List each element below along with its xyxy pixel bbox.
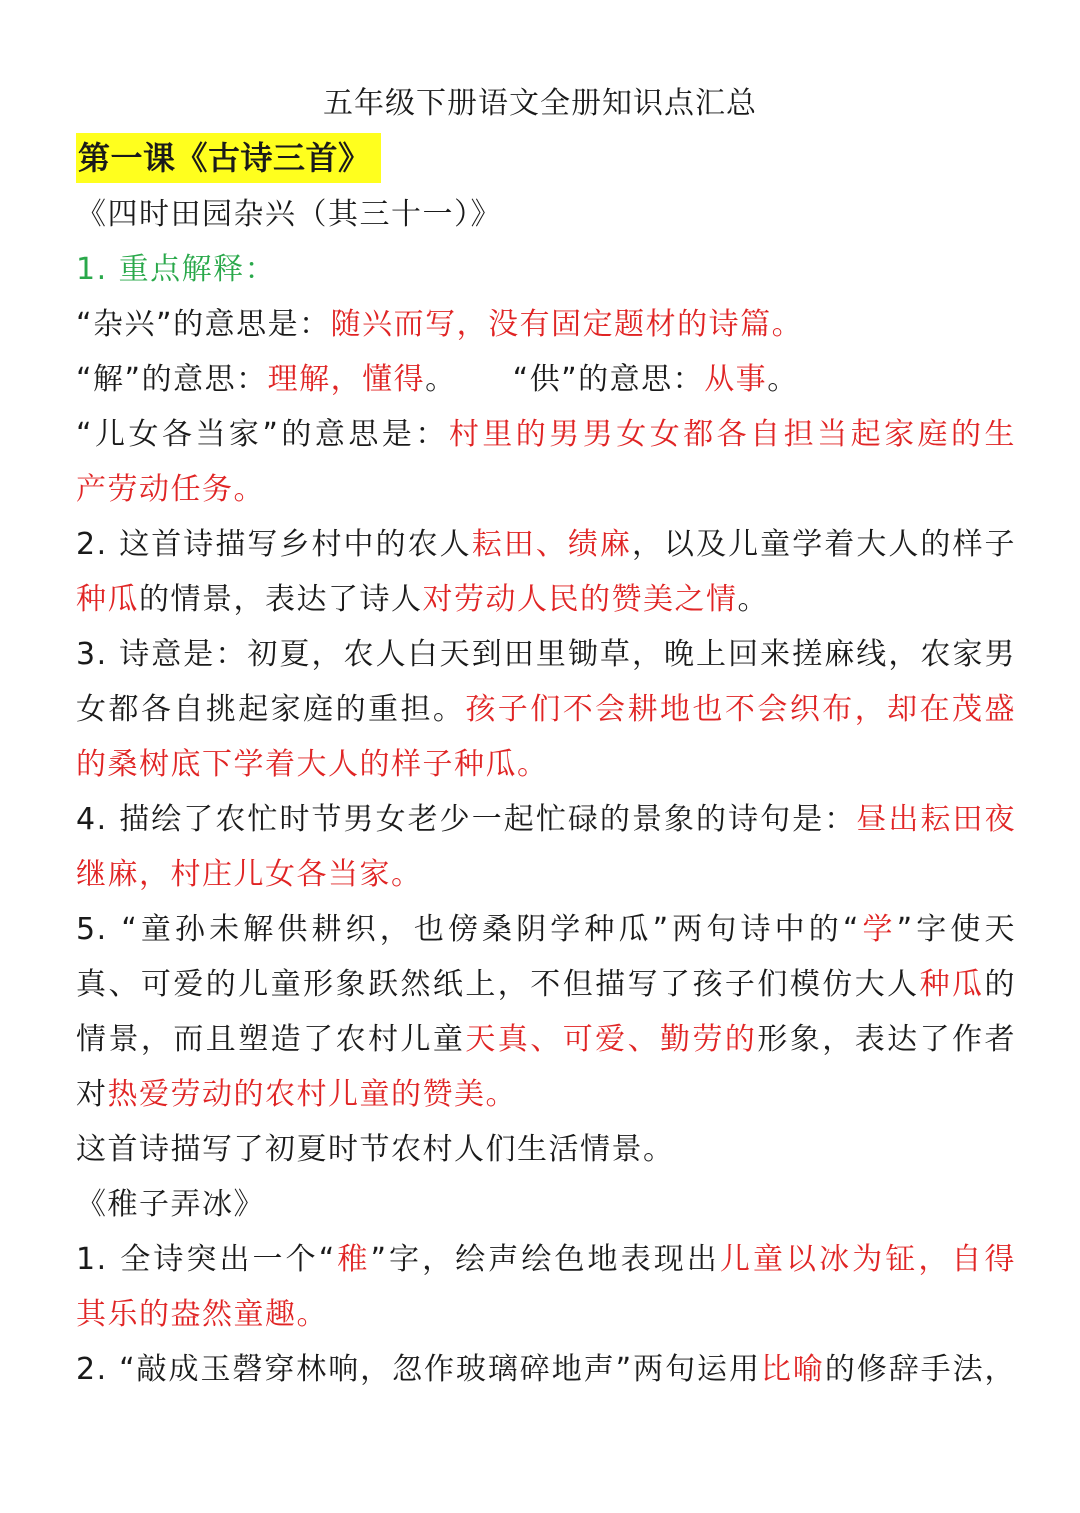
text-line: 对热爱劳动的农村儿童的赞美。 [76,1077,517,1112]
text-line: “儿女各当家”的意思是：村里的男男女女都各自担当起家庭的生 [76,417,1017,452]
text-line: 这首诗描写了初夏时节农村人们生活情景。 [76,1132,675,1167]
text-line: 产劳动任务。 [76,472,265,507]
text-line: 4. 描绘了农忙时节男女老少一起忙碌的景象的诗句是：昼出耘田夜 [76,802,1016,837]
text-line: 3. 诗意是：初夏，农人白天到田里锄草，晚上回来搓麻线，农家男 [76,637,1016,672]
section-heading: 1. 重点解释： [76,252,277,287]
lesson-heading: 第一课《古诗三首》 [76,133,381,183]
text-line: 女都各自挑起家庭的重担。孩子们不会耕地也不会织布，却在茂盛 [76,692,1017,727]
poem-title: 《四时田园杂兴（其三十一）》 [76,197,502,232]
poem-title: 《稚子弄冰》 [76,1187,265,1222]
text-line: 继麻，村庄儿女各当家。 [76,857,423,892]
text-line: 2. 这首诗描写乡村中的农人耘田、绩麻，以及儿童学着大人的样子 [76,527,1017,562]
text-line: 情景，而且塑造了农村儿童天真、可爱、勤劳的形象，表达了作者 [76,1022,1017,1057]
page-title: 五年级下册语文全册知识点汇总 [323,86,757,121]
text-line: 真、可爱的儿童形象跃然纸上，不但描写了孩子们模仿大人种瓜的 [76,967,1017,1002]
text-line: “杂兴”的意思是：随兴而写，没有固定题材的诗篇。 [76,307,804,342]
text-line: 其乐的盎然童趣。 [76,1297,328,1332]
text-line: 5. “童孙未解供耕织，也傍桑阴学种瓜”两句诗中的“学”字使天 [76,912,1017,947]
text-line: 的桑树底下学着大人的样子种瓜。 [76,747,549,782]
text-line: “解”的意思：理解，懂得。 “供”的意思：从事。 [76,362,799,397]
text-line: 1. 全诗突出一个“稚”字，绘声绘色地表现出儿童以冰为钲，自得 [76,1242,1017,1277]
text-line: 2. “敲成玉磬穿林响，忽作玻璃碎地声”两句运用比喻的修辞手法， [76,1352,1017,1387]
text-line: 种瓜的情景，表达了诗人对劳动人民的赞美之情。 [76,582,769,617]
